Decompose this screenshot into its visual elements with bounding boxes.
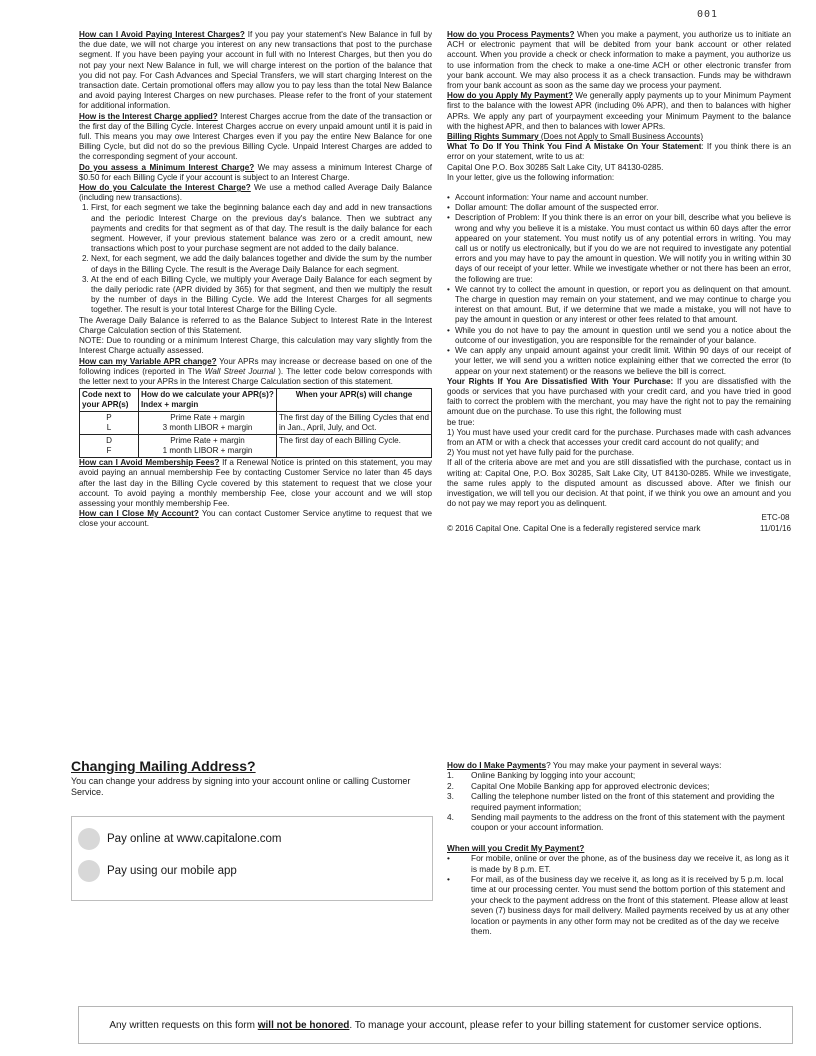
form-code	[760, 513, 791, 533]
left-column	[79, 30, 432, 530]
option-pay-online[interactable]	[78, 828, 282, 850]
table-row	[80, 412, 432, 435]
calculate-section	[79, 183, 432, 203]
list-item	[447, 770, 791, 780]
apr-calc-cell	[139, 412, 277, 435]
list-item: • Description of Problem: If you think there is an error on your bill, describe what you believe is wrong and why you believe it is a mistake. You must contact us within 60 days after the error appeared on your statement. You must notify us of any potential errors in writing. You may call us or notify us electronically, but if you do we are not required to investigate any potential errors and you may have to pay the amount in question. We will notify you in writing within 30 days of our receipt of your letter. While we investigate whether or not there has been an error, the following are true:	[447, 213, 791, 284]
page-number: 001	[697, 9, 719, 20]
calculation-step: 3. At the end of each Billing Cycle, we multiply your Average Daily Balance for each segment by the daily periodic rate (APR divided by 365) for that segment, and then we multiply the result by the number of days in the Billing Cycle. We add the Interest Charges for all segments together. The result is your total Interest Charge for the Billing Cycle.	[91, 275, 432, 316]
avoid-interest-heading: How can I Avoid Paying Interest Charges?	[79, 30, 245, 39]
list-text: For mail, as of the business day we receive it, as long as it is received by 5 p.m. local time at our processing center. You must send the bottom portion of this statement and your check to the payment address on the front of this statement. Please allow at least seven (7) business days for mail delivery. Mailed payments received by us at any other location or payments in any other form may not be credited as of the day we receive them.	[471, 874, 790, 937]
apr-code: L	[106, 423, 112, 433]
list-item: • Account information: Your name and account number.	[447, 193, 791, 203]
variable-apr-text-cont: ). The letter code below corresponds with the letter next to your APRs in the Interest Charge Calculation section of this statement.	[79, 366, 432, 386]
minimum-interest-section	[79, 163, 432, 183]
close-account-text: You can contact Customer Service anytime to request that we close your account.	[79, 509, 432, 529]
mailing-address-subtitle: You can change your address by signing into your account online or calling Customer Service.	[71, 776, 411, 797]
list-item	[447, 874, 791, 936]
apply-payment-text: We generally apply payments up to your Minimum Payment first to the balance with the lowest APR (including 0% APR), and then to balances with higher APRs. We apply any part of yourpayment exceeding your Minimum Payment to the balance with the highest APR, and then to balances with lower APRs.	[447, 91, 791, 131]
list-text: Capital One Mobile Banking app for approved electronic devices;	[471, 780, 710, 791]
option-label: Pay online at www.capitalone.com	[107, 833, 282, 845]
notice-after: . To manage your account, please refer to your billing statement for customer service options.	[349, 1019, 762, 1031]
minimum-interest-heading: Do you assess a Minimum Interest Charge?	[79, 162, 255, 172]
minimum-interest-text: We may assess a minimum Interest Charge of $0.50 for each Billing Cycle if your account is subject to an Interest Charge.	[79, 162, 433, 182]
copyright: © 2016 Capital One. Capital One is a federally registered service mark	[447, 523, 701, 533]
notice-text	[109, 1020, 761, 1031]
list-number: 1.	[447, 770, 454, 781]
list-item: • We can apply any unpaid amount against your credit limit. Within 90 days of our receipt of your letter, we will send you a written notice explaining either that we corrected the error (to appear on your next statement) or the reasons we believe the bill is correct.	[447, 346, 791, 377]
apply-payment-section	[447, 91, 791, 132]
apr-col-when: When your APR(s) will change	[277, 389, 432, 412]
process-payments-text: When you make a payment, you authorize us to initiate an ACH or electronic payment that will be debited from your bank account or other related account. When you provide a check or check information to make a payment, you authorize us to use information from the check to make a one-time ACH or other electronic transfer from your bank account. We may also process it as a check transaction. Funds may be withdrawn from your bank account as soon as the same day we process your payment.	[447, 30, 791, 91]
billing-rights-section	[447, 132, 791, 142]
list-number: 2.	[447, 780, 454, 791]
apr-when-cell: The first day of the Billing Cycles that end in Jan., April, July, and Oct.	[277, 412, 432, 435]
journal-name: Wall Street Journal	[204, 366, 276, 376]
calculation-step: 1. First, for each segment we take the beginning balance each day and add in new transactions and the periodic Interest Charge on the previous day's balance. Then we subtract any payments and credits for that segment as of that day. The result is the daily balance for each segment. However, if your previous statement balance was zero or a credit amount, new transactions which post to your purchase segment are not added to the daily balance.	[91, 203, 432, 254]
list-text: For mobile, online or over the phone, as of the business day we receive it, as long as it is made by 8 p.m. ET.	[471, 853, 789, 874]
criterion-2: 2) You must not yet have fully paid for the purchase.	[447, 448, 634, 458]
apr-code-cell	[80, 435, 139, 458]
list-text: Online Banking by logging into your account;	[471, 770, 636, 781]
variable-apr-text: Your APRs may increase or decrease based on one of the following indices (reported in The	[79, 356, 432, 376]
interest-applied-text: Interest Charges accrue from the date of the transaction or the first day of the Billing Cycle. Interest Charges accrue on every unpaid amount until it is paid in full. This means you may owe Interest Charges even if you pay the entire New Balance for one Billing Cycle, but did not do so the previous Billing Cycle. Unpaid Interest Charges are added to the corresponding segment of your account.	[79, 111, 432, 162]
apr-table	[79, 388, 432, 458]
make-payments-text: ? You may make your payment in several ways:	[546, 760, 722, 770]
close-account-heading: How can I Close My Account?	[79, 509, 199, 519]
notice-before: Any written requests on this form	[109, 1019, 258, 1031]
apr-code: P	[106, 413, 112, 423]
be-true: be true:	[447, 417, 475, 427]
list-item: • Dollar amount: The dollar amount of the suspected error.	[447, 203, 791, 213]
variable-apr-heading: How can my Variable APR change?	[79, 356, 217, 366]
variable-apr-section	[79, 357, 432, 388]
form-code-id: ETC-08	[761, 513, 790, 523]
checkbox-circle-icon[interactable]	[78, 828, 100, 850]
list-text: Sending mail payments to the address on the front of this statement with the payment coupon or your account information.	[471, 812, 785, 833]
calculation-step: 2. Next, for each segment, we add the daily balances together and divide the sum by the number of days in the Billing Cycle. The result is the Average Daily Balance for each segment.	[91, 254, 432, 274]
notice-box	[78, 1006, 793, 1044]
list-item: • We cannot try to collect the amount in question, or report you as delinquent on that amount. The charge in question may remain on your statement, and we may continue to charge you interest on that amount. But, if we determine that we made a mistake, you will not have to pay the amount in question or any interest or other fees related to that amount.	[447, 285, 791, 326]
apr-col-calc: How do we calculate your APR(s)? Index + margin	[139, 389, 277, 412]
apr-calc: Prime Rate + margin	[170, 413, 245, 423]
criterion-1: 1) You must have used your credit card for the purchase. Purchases made with cash advances from an ATM or with a check that accesses your credit card account do not qualify; and	[447, 427, 791, 447]
apr-code: D	[106, 436, 112, 446]
dissatisfied-closing: If all of the criteria above are met and you are still dissatisfied with the purchase, contact us in writing at: Capital One, P.O. Box 30285, Salt Lake City, UT 84130-0285. While we investigate, the same rules apply to the disputed amount as discussed above. After we finish our investigation, we will tell you our decision. At that point, if we think you owe an amount and you do not pay we may report you as delinquent.	[447, 458, 791, 509]
calculate-heading: How do you Calculate the Interest Charge?	[79, 183, 251, 193]
apr-code-cell	[80, 412, 139, 435]
investigation-list	[447, 285, 791, 377]
apr-when-cell: The first day of each Billing Cycle.	[277, 435, 432, 458]
apr-calc: 1 month LIBOR + margin	[162, 446, 253, 456]
list-item: • While you do not have to pay the amount in question until we send you a notice about the outcome of our investigation, you are responsible for the remainder of your balance.	[447, 326, 791, 346]
dissatisfied-section	[447, 377, 791, 418]
list-item	[447, 781, 791, 791]
average-daily-balance-note: The Average Daily Balance is referred to as the Balance Subject to Interest Rate in the Interest Charge Calculation section of this Statement.	[79, 315, 432, 335]
form-code-date: 11/01/16	[759, 523, 791, 533]
mailing-address: Capital One P.O. Box 30285 Salt Lake City, UT 84130-0285.	[447, 162, 664, 172]
bullet-icon: •	[447, 874, 450, 885]
apr-code: F	[106, 446, 112, 456]
apr-table-header	[80, 389, 432, 412]
list-text: Calling the telephone number listed on the front of this statement and providing the required payment information;	[471, 791, 775, 812]
interest-applied-section	[79, 112, 432, 163]
option-label: Pay using our mobile app	[107, 865, 237, 877]
credit-payment-heading: When will you Credit My Payment?	[447, 842, 585, 853]
list-item	[447, 812, 791, 833]
list-item	[447, 853, 791, 874]
dissatisfied-text: If you are dissatisfied with the goods or services that you have purchased with your credit card, and you have tried in good faith to correct the problem with the merchant, you may have the right not to pay the remaining amount due on the purchase. To use this right, the following must	[447, 376, 791, 417]
avoid-interest-section	[79, 30, 432, 112]
letter-instructions: In your letter, give us the following information:	[447, 172, 615, 182]
apr-calc: 3 month LIBOR + margin	[162, 423, 253, 433]
apr-calc-cell	[139, 435, 277, 458]
apply-payment-heading: How do you Apply My Payment?	[447, 91, 573, 101]
make-payments-heading: How do I Make Payments	[447, 760, 547, 770]
process-payments-section	[447, 30, 791, 91]
billing-rights-note: (Does not Apply to Small Business Accounts)	[538, 132, 704, 142]
close-account-section	[79, 509, 432, 529]
billing-rights-heading: Billing Rights Summary	[447, 132, 539, 142]
table-row	[80, 435, 432, 458]
avoid-interest-text: If you pay your statement's New Balance in full by the due date, we will not charge you interest on any new transactions that post to the purchase segment. If you have been paying your account in full with no Interest Charges, but then you do not pay your next New Balance in full, we will charge interest on the portion of the balance that you did not pay. For Cash Advances and Special Transfers, we will start charging Interest on the transaction date. Certain promotional offers may allow you to pay less than the total New Balance and avoid paying Interest Charges on new purchases. Please refer to the front of your statement for additional information.	[79, 30, 433, 111]
list-number: 3.	[447, 791, 454, 802]
list-number: 4.	[447, 812, 454, 823]
payment-options-box	[71, 816, 433, 901]
payments-section	[447, 760, 791, 937]
mistake-heading: What To Do If You Think You Find A Mistake On Your Statement	[447, 142, 702, 152]
right-column	[447, 30, 791, 534]
calculation-steps	[79, 203, 432, 315]
bullet-icon: •	[447, 853, 450, 864]
rounding-note: NOTE: Due to rounding or a minimum Interest Charge, this calculation may vary slightly from the Interest Charge actually assessed.	[79, 336, 432, 356]
process-payments-heading: How do you Process Payments?	[447, 30, 575, 39]
interest-applied-heading: How is the Interest Charge applied?	[79, 111, 218, 121]
option-mobile-app[interactable]	[78, 860, 237, 882]
mailing-address-title: Changing Mailing Address?	[71, 758, 256, 774]
checkbox-circle-icon[interactable]	[78, 860, 100, 882]
membership-heading: How can I Avoid Membership Fees?	[79, 458, 220, 468]
calculate-text: We use a method called Average Daily Balance (including new transactions).	[79, 183, 432, 203]
letter-info-list	[447, 193, 791, 285]
list-item	[447, 791, 791, 812]
mistake-text: : If you think there is an error on your statement, write to us at:	[447, 142, 791, 162]
apr-col-code: Code next to your APR(s)	[80, 389, 139, 412]
notice-emphasis: will not be honored	[257, 1019, 350, 1031]
form-footer	[447, 513, 791, 533]
membership-text: If a Renewal Notice is printed on this statement, you may avoid paying an annual membership Fee by contacting Customer Service no later than 45 days after the last day in the Billing Cycle covered by this statement to request that we close your account. To avoid paying a monthly membership Fee, close your account and we will stop assessing your monthly membership Fee.	[79, 458, 432, 508]
membership-section	[79, 458, 432, 509]
mistake-section	[447, 142, 791, 162]
apr-calc: Prime Rate + margin	[170, 436, 245, 446]
dissatisfied-heading: Your Rights If You Are Dissatisfied With Your Purchase:	[447, 376, 674, 386]
